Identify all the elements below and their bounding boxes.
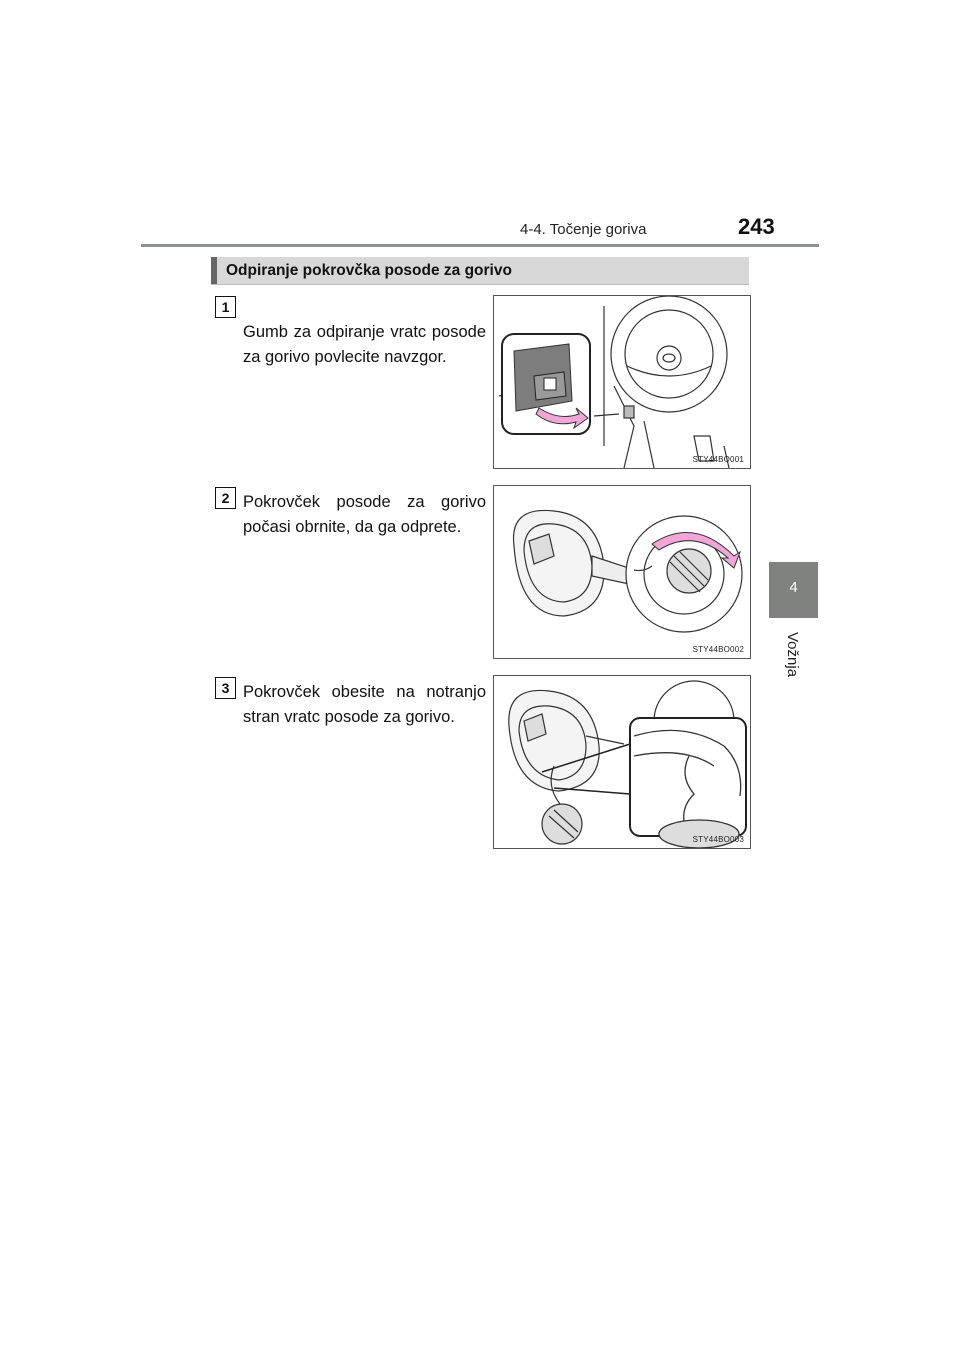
step-text-2: Pokrovček posode za gorivo počasi obrnite, da ga odprete.: [243, 493, 486, 536]
step-text-3: Pokrovček obesite na notranjo stran vratc posode za gorivo.: [243, 683, 486, 726]
section-title: Odpiranje pokrovčka posode za gorivo: [226, 262, 512, 279]
chapter-label: Vožnja: [784, 632, 801, 678]
step-number-3: 3: [215, 677, 236, 699]
illustration-fuel-door-lever: [494, 296, 750, 468]
step-number-2: 2: [215, 487, 236, 509]
illustration-fuel-cap-turning: [494, 486, 750, 658]
figure-fuel-cap-hang: [493, 675, 751, 849]
figure-code-1: STY44BO001: [692, 455, 744, 464]
header-divider: [141, 244, 819, 247]
step-number-1: 1: [215, 296, 236, 318]
illustration-fuel-cap-holder: [494, 676, 750, 848]
page-number: 243: [738, 214, 775, 239]
chapter-number: 4: [789, 579, 798, 596]
figure-code-3: STY44BO003: [692, 835, 744, 844]
figure-fuel-cap-turn: [493, 485, 751, 659]
section-heading-bar: [211, 257, 749, 285]
header-section-title: 4-4. Točenje goriva: [520, 221, 647, 238]
figure-fuel-door-opener: [493, 295, 751, 469]
figure-code-2: STY44BO002: [692, 645, 744, 654]
section-bar-accent: [211, 257, 217, 284]
step-text-1: Gumb za odpiranje vratc posode za gorivo povlecite navzgor.: [243, 323, 486, 366]
chapter-tab: [769, 562, 818, 618]
